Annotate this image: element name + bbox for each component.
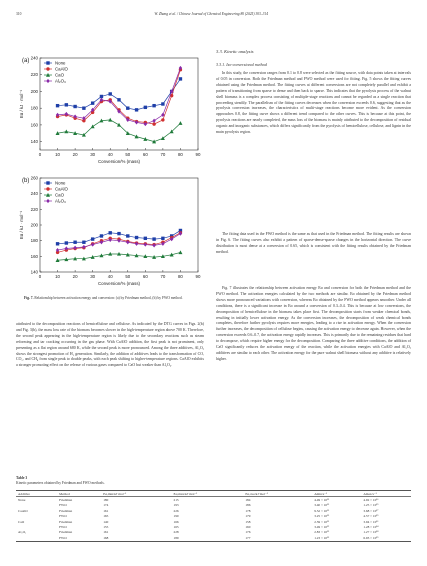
- x-tick-label: 0: [38, 274, 42, 279]
- data-point: [144, 237, 147, 240]
- data-point: [100, 95, 103, 98]
- y-tick-label: 160: [30, 253, 38, 259]
- right-paragraph-2: The fitting data used in the FWO method is the same as that used in the Friedman method. The fitting results are shown in Fig. 6. The fitting curves also exhibit a pattern of sparse-dense-sparse changes in the horizontal direction. The curve distribution is most dense at a conversion of 0.65, which is consistent with the fitting results obtained by the Friedman method.: [216, 232, 411, 254]
- x-axis-label: Conversion/% (mass): [98, 281, 140, 286]
- data-point: [161, 237, 164, 240]
- data-point: [64, 130, 68, 134]
- table-row: [16, 535, 411, 541]
- data-point: [135, 108, 138, 111]
- table-cell: None: [18, 498, 26, 503]
- data-point: [161, 136, 165, 140]
- table-cell: 165: [173, 525, 179, 530]
- data-point: [161, 102, 164, 105]
- data-point: [65, 241, 68, 244]
- y-tick-label: 180: [30, 105, 38, 111]
- kinetic-parameters-table: [16, 490, 411, 542]
- table-cell: 180: [103, 498, 109, 503]
- page-number: 310: [16, 12, 22, 16]
- legend-label: CaO: [55, 72, 65, 78]
- data-point: [152, 119, 155, 123]
- data-point: [144, 106, 147, 109]
- x-tick-label: 0: [38, 152, 42, 157]
- table-cell: 189: [173, 535, 179, 540]
- table-header-cell: Eα,ave/kJ·mol⁻¹: [245, 491, 268, 496]
- table-cell: [16, 535, 57, 541]
- figure-caption-label: Fig. 7.: [24, 296, 34, 300]
- y-axis-label: Eα / kJ · mol⁻¹: [19, 89, 24, 119]
- table-header-cell: Amin/s⁻¹: [314, 491, 327, 496]
- running-header: [16, 12, 411, 16]
- data-point: [73, 241, 76, 244]
- table-cell: 168: [103, 535, 109, 540]
- panel-label: (b): [22, 178, 30, 184]
- data-point: [82, 241, 85, 244]
- table-cell: 178: [245, 508, 251, 513]
- legend-label: Al₂O₃: [55, 198, 66, 204]
- table-cell: 176: [245, 530, 251, 535]
- table-cell: 3.49 × 10¹²: [314, 525, 330, 530]
- data-point: [56, 104, 59, 107]
- table-cell: 2.59 × 10¹¹: [314, 519, 330, 524]
- data-point: [135, 236, 138, 239]
- x-tick-label: 50: [125, 274, 131, 279]
- y-tick-label: 200: [30, 88, 38, 94]
- table-cell: 1.28 × 10¹⁴: [363, 525, 379, 530]
- data-point: [65, 103, 68, 106]
- y-tick-label: 240: [30, 55, 38, 61]
- table-cell: 165: [103, 514, 109, 519]
- x-tick-label: 70: [160, 152, 166, 157]
- figure-caption-text: Relationship between activation energy and conversion: (a) by Friedman method, (b) by FWO method.: [34, 296, 183, 300]
- x-tick-label: 70: [160, 274, 166, 279]
- x-tick-label: 60: [142, 274, 148, 279]
- table-title: Kinetic parameters obtained by Friedman and FWO methods.: [16, 481, 105, 485]
- table-header-cell: Amax/s⁻¹: [363, 491, 377, 496]
- data-point: [46, 187, 49, 190]
- table-cell: 228: [173, 530, 179, 535]
- x-tick-label: 20: [72, 274, 78, 279]
- table-cell: 160: [245, 525, 251, 530]
- data-point: [73, 105, 76, 108]
- data-point: [117, 98, 120, 101]
- table-cell: CaO: [18, 519, 25, 524]
- table-cell: 4.49 × 10¹³: [314, 498, 330, 503]
- data-point: [152, 237, 155, 240]
- table-header-cell: Eα,max/kJ·mol⁻¹: [173, 491, 198, 496]
- data-point: [82, 106, 85, 109]
- x-tick-label: 90: [195, 152, 201, 157]
- data-point: [117, 232, 120, 235]
- data-point: [109, 231, 112, 234]
- table-cell: FWO: [59, 535, 67, 540]
- x-tick-label: 30: [90, 274, 96, 279]
- table-caption: [16, 476, 411, 486]
- table-cell: Friedman: [59, 498, 73, 503]
- data-point: [46, 199, 49, 203]
- y-tick-label: 220: [30, 206, 38, 212]
- table-cell: 184: [245, 498, 251, 503]
- table-cell: 161: [103, 508, 109, 513]
- data-point: [126, 106, 129, 109]
- journal-citation: W. Zhang et al. / Chinese Journal of Chemical Engineering 80 (2025) 303–314: [154, 12, 269, 16]
- table-cell: Friedman: [59, 508, 73, 513]
- x-tick-label: 10: [55, 152, 61, 157]
- data-point: [46, 79, 49, 83]
- table-cell: 193: [173, 503, 179, 508]
- data-point: [100, 234, 103, 237]
- table-cell: Friedman: [59, 530, 73, 535]
- x-tick-label: 90: [195, 274, 201, 279]
- table-header-cell: Method: [59, 491, 70, 496]
- figure-caption: [24, 296, 204, 301]
- table-cell: CaAlO: [18, 508, 28, 513]
- y-tick-label: 240: [30, 191, 38, 197]
- data-point: [46, 61, 49, 64]
- x-tick-label: 80: [177, 274, 183, 279]
- x-axis-label: Conversion/% (mass): [98, 159, 140, 164]
- table-cell: 179: [245, 514, 251, 519]
- chart-panel-b: [16, 170, 206, 290]
- legend-label: CaO: [55, 192, 65, 198]
- table-cell: 1.27 × 10¹⁸: [363, 530, 379, 535]
- table-cell: Al₂O₃: [18, 530, 27, 535]
- table-cell: 6.93 × 10¹⁵: [363, 535, 379, 540]
- table-cell: 174: [103, 503, 109, 508]
- y-tick-label: 200: [30, 222, 38, 228]
- data-point: [126, 234, 129, 237]
- y-axis-label: Eα / kJ · mol⁻¹: [19, 210, 24, 240]
- data-point: [56, 242, 59, 245]
- data-point: [109, 92, 112, 95]
- x-tick-label: 30: [90, 152, 96, 157]
- table-cell: 140: [103, 519, 109, 524]
- table-cell: 1.23 × 10¹³: [314, 535, 330, 540]
- legend-label: Al₂O₃: [55, 78, 66, 84]
- data-point: [161, 118, 164, 121]
- x-tick-label: 50: [125, 152, 131, 157]
- data-point: [179, 77, 182, 80]
- right-paragraph-3: Fig. 7 illustrates the relationship between activation energy Eα and conversion for both the Friedman method and the FWO method. The activation energies calculated by the two methods are similar. Eα obtained by the Friedman method shows more pronounced variations with conversion, whereas Eα obtained by the FWO method appears smoother. Under all conditions, there is a significant increase in Eα around a conversion of 0.3–0.4. This is because at low conversions, the decomposition of hemicellulose in the biomass takes place first. The decomposition starts from weaker chemical bonds, resulting in initially lower activation energy. As the conversion increases, the decomposition of weak chemical bonds completes, therefore further pyrolysis requires more energies, leading to a rise in activation energy. When the conversion further increases, the decomposition of cellulose begins, causing the activation energy to decrease again. However, when the conversion exceeds 0.6–0.7, the activation energy rapidly increases. This is primarily due to the remaining residues that hard to decompose, which require higher energy for the decomposition. Comparing the three additive conditions, the addition of CaO significantly reduces the activation energy of the reaction, while the activation energies with CaAlO and Al₂O₃ additives are similar to each other. The activation energy for the pure walnut shell biomass without any additive is relatively higher.: [216, 286, 411, 361]
- y-tick-label: 260: [30, 175, 38, 181]
- table-cell: FWO: [59, 503, 67, 508]
- table-cell: Friedman: [59, 519, 73, 524]
- x-tick-label: 60: [142, 152, 148, 157]
- y-tick-label: 140: [30, 139, 38, 145]
- data-point: [91, 124, 95, 128]
- x-tick-label: 20: [72, 152, 78, 157]
- y-tick-label: 140: [30, 269, 38, 275]
- data-point: [91, 101, 94, 104]
- y-tick-label: 180: [30, 238, 38, 244]
- x-tick-label: 10: [55, 274, 61, 279]
- table-cell: 2.83 × 10¹³: [314, 530, 330, 535]
- left-paragraph: attributed to the decomposition reactions of hemicellulose and cellulose. As indicated by the DTG curves in Figs. 2(b) and Fig. 3(b), the mass loss rate of the biomass becomes slower in the high-temperature region above 700 K. Therefore, the second peak appearing in the high-temperature region is likely due to the secondary reactions such as steam reforming and tar cracking occurring in the gas phase. With CaAlO addition, the first peak is not prominent, only presenting as a flat region around 680 K, while the second peak is more pronounced. Among the three additives, Al₂O₃ shows the strongest promotion of H₂ generation. Similarly, the addition of additives leads to the transformation of CO, CO₂, and CH₄ from single peak to double peaks, with each peak shifting to higher-temperature regions. CaAlO exhibits a stronger promoting effect on the release of various gases compared to CaO but weaker than Al₂O₃.: [16, 322, 204, 368]
- subsection-title: 3.3.1. Iso-conversional method: [216, 62, 267, 67]
- y-tick-label: 220: [30, 72, 38, 78]
- data-point: [152, 104, 155, 107]
- table-cell: 9.52 × 10¹³: [314, 508, 330, 513]
- x-tick-label: 80: [177, 152, 183, 157]
- panel-label: (a): [22, 58, 30, 64]
- section-title: 3.3. Kinetic analysis: [216, 49, 254, 54]
- data-point: [46, 181, 49, 184]
- chart-panel-a: [16, 50, 206, 168]
- table-cell: 3.40 × 10¹³: [314, 503, 330, 508]
- table-cell: FWO: [59, 525, 67, 530]
- right-paragraph-1: In this study, the conversion ranges from 0.1 to 0.8 were selected as the fitting source, with data points taken at intervals of 0.05 in conversion. Both the Friedman method and FWO method were used for fitting. Fig. 5 shows the fitting curves obtained using the Friedman method. The fitting curves at different conversions are not completely parallel and exhibit a pattern of transitioning from sparse to dense and then back to sparse. This indicates that the pyrolysis process of the walnut shell biomass is a complex process consisting of multiple-stage reactions and cannot be regarded as a single reaction that proceeding steadily. The parallelism of the fitting curves decreases when the conversion exceeds 0.6, suggesting that as the pyrolysis conversion increases, the characteristics of multi-stage reactions become more evident. As the conversion approaches 0.8, the fitting curve shows a different trend compared to the other curves. This is because at this point, the pyrolysis reactions are nearly completed, the mass loss of the biomass is mainly attributed to the decomposition of residual organic and inorganic substances, which differs significantly from the pyrolysis of hemicellulose, cellulose, and lignin in the main pyrolysis region.: [216, 71, 411, 135]
- data-point: [46, 67, 49, 70]
- table-cell: 4.92 × 10¹⁶: [363, 498, 379, 503]
- data-point: [152, 122, 155, 125]
- x-tick-label: 40: [107, 274, 113, 279]
- legend-label: None: [55, 60, 66, 66]
- table-header-cell: Additive: [18, 491, 30, 496]
- table-cell: 190: [173, 514, 179, 519]
- legend-label: None: [55, 180, 66, 186]
- table-cell: 3.94 × 10¹³: [363, 519, 379, 524]
- table-cell: 215: [173, 498, 179, 503]
- table-cell: 3.68 × 10¹⁷: [363, 508, 379, 513]
- table-cell: 177: [245, 535, 251, 540]
- table-header-cell: Eα,min/kJ·mol⁻¹: [103, 491, 127, 496]
- table-label: Table 3: [16, 476, 28, 480]
- data-point: [91, 237, 94, 240]
- table-cell: 158: [245, 519, 251, 524]
- table-cell: 3.25 × 10¹³: [314, 514, 330, 519]
- data-point: [117, 123, 121, 127]
- table-cell: FWO: [59, 514, 67, 519]
- data-point: [178, 250, 182, 254]
- data-point: [178, 121, 182, 125]
- y-tick-label: 160: [30, 122, 38, 128]
- table-cell: 226: [173, 508, 179, 513]
- table-cell: 186: [245, 503, 251, 508]
- table-cell: 155: [103, 525, 109, 530]
- table-cell: 1.25 × 10¹⁵: [363, 503, 379, 508]
- table-cell: 166: [173, 519, 179, 524]
- table-cell: 161: [103, 530, 109, 535]
- x-tick-label: 40: [107, 152, 113, 157]
- legend-label: CaAlO: [55, 66, 68, 72]
- table-cell: 4.57 × 10¹⁵: [363, 514, 379, 519]
- legend-label: CaAlO: [55, 186, 68, 192]
